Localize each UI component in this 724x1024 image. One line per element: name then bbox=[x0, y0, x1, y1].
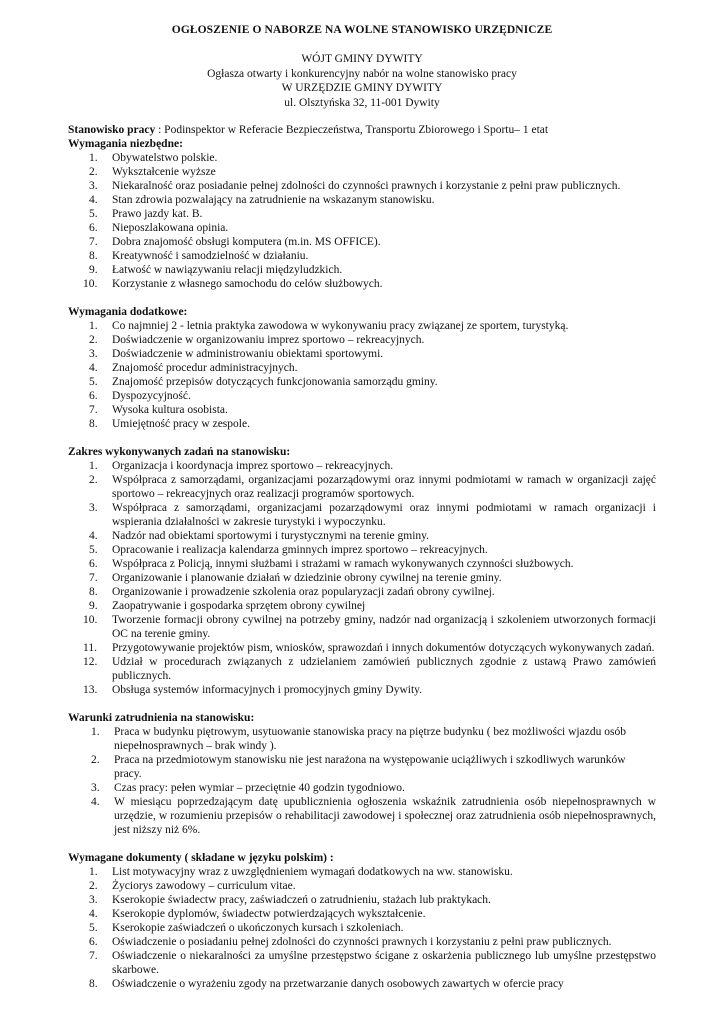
documents-heading: Wymagane dokumenty ( składane w języku polskim) : bbox=[68, 852, 334, 864]
list-item: 7. Organizowanie i planowanie działań w dziedzinie obrony cywilnej na terenie gminy. bbox=[89, 572, 502, 584]
additional-heading: Wymagania dodatkowe: bbox=[68, 306, 188, 318]
list-item: 1. Organizacja i koordynacja imprez sportowo – rekreacyjnych. bbox=[89, 460, 394, 472]
conditions-list bbox=[68, 725, 656, 837]
list-item: 2. Życiorys zawodowy – curriculum vitae. bbox=[89, 880, 296, 892]
list-item: 5. Opracowanie i realizacja kalendarza gminnych imprez sportowo – rekreacyjnych. bbox=[89, 544, 488, 556]
position-label: Stanowisko pracy bbox=[68, 124, 156, 136]
list-item: 6. Nieposzlakowana opinia. bbox=[89, 222, 229, 234]
list-item: 9. Łatwość w nawiązywaniu relacji międzyludzkich. bbox=[89, 264, 343, 276]
list-item: 3. Czas pracy: pełen wymiar – przeciętnie 40 godzin tygodniowo. bbox=[91, 782, 405, 794]
list-item: 1. Praca w budynku piętrowym, usytuowanie stanowiska pracy na piętrze budynku ( bez możliwości wjazdu osób niepełnosprawnych – brak windy ). bbox=[91, 726, 626, 752]
list-item: 6. Oświadczenie o posiadaniu pełnej zdolności do czynności prawnych i korzystaniu z pełni praw publicznych. bbox=[89, 936, 612, 948]
list-item: 2. Praca na przedmiotowym stanowisku nie jest narażona na występowanie uciążliwych i szkodliwych warunków pracy. bbox=[91, 754, 626, 780]
list-item: 8. Umiejętność pracy w zespole. bbox=[89, 418, 250, 430]
additional-list bbox=[68, 319, 656, 431]
list-item: 5. Prawo jazdy kat. B. bbox=[89, 208, 203, 220]
required-list bbox=[68, 151, 656, 291]
documents-list bbox=[68, 865, 656, 991]
list-item: 8. Kreatywność i samodzielność w działaniu. bbox=[89, 250, 309, 262]
issuer-line: WÓJT GMINY DYWITY bbox=[301, 53, 423, 65]
list-item: 3. Niekaralność oraz posiadanie pełnej zdolności do czynności prawnych i korzystanie z pełni praw publicznych. bbox=[89, 180, 621, 192]
position-value: : Podinspektor w Referacie Bezpieczeństwa, Transportu Zbiorowego i Sportu– 1 etat bbox=[155, 124, 549, 136]
list-item: 9. Zaopatrywanie i gospodarka sprzętem obrony cywilnej bbox=[89, 600, 366, 612]
list-item: 2. Współpraca z samorządami, organizacjami pozarządowymi oraz innymi podmiotami w ramach w organizacji zajęć sportowo – rekreacyjnych oraz realizacji programów sportowych. bbox=[89, 474, 656, 500]
position-line bbox=[68, 123, 656, 137]
list-item: 3. Kserokopie świadectw pracy, zaświadczeń o zatrudnieniu, stażach lub praktykach. bbox=[89, 894, 491, 906]
list-item: 10. Tworzenie formacji obrony cywilnej na potrzeby gminy, nadzór nad organizacją i szkoleniem utworzonych formacji OC na terenie gminy. bbox=[83, 614, 656, 640]
list-item: 3. Doświadczenie w administrowaniu obiektami sportowymi. bbox=[89, 348, 384, 360]
office-line: W URZĘDZIE GMINY DYWITY bbox=[281, 82, 443, 94]
list-item: 5. Kserokopie zaświadczeń o ukończonych kursach i szkoleniach. bbox=[89, 922, 404, 934]
list-item: 4. Kserokopie dyplomów, świadectw potwierdzających wykształcenie. bbox=[89, 908, 426, 920]
tasks-list bbox=[68, 459, 656, 697]
list-item: 7. Oświadczenie o niekaralności za umyślne przestępstwo ścigane z oskarżenia publicznego lub umyślne przestępstwo skarbowe. bbox=[89, 950, 656, 976]
document-body bbox=[68, 123, 656, 991]
list-item: 7. Dobra znajomość obsługi komputera (m.in. MS OFFICE). bbox=[89, 236, 381, 248]
list-item: 2. Doświadczenie w organizowaniu imprez sportowo – rekreacyjnych. bbox=[89, 334, 425, 346]
list-item: 1. Co najmniej 2 - letnia praktyka zawodowa w wykonywaniu pracy związanej ze sportem, turystyką. bbox=[89, 320, 569, 332]
list-item: 7. Wysoka kultura osobista. bbox=[89, 404, 228, 416]
announcement-line: Ogłasza otwarty i konkurencyjny nabór na wolne stanowisko pracy bbox=[207, 67, 517, 80]
conditions-heading: Warunki zatrudnienia na stanowisku: bbox=[68, 712, 255, 724]
list-item: 2. Wykształcenie wyższe bbox=[89, 166, 216, 178]
announcement-header bbox=[0, 52, 724, 110]
required-heading: Wymagania niezbędne: bbox=[68, 138, 183, 150]
list-item: 3. Współpraca z samorządami, organizacjami pozarządowymi oraz innymi podmiotami w ramach organizacji i wspierania działalności w zakresie turystyki i wypoczynku. bbox=[89, 502, 656, 528]
list-item: 12. Udział w procedurach związanych z udzielaniem zamówień publicznych zgodnie z ustawą Prawo zamówień publicznych. bbox=[83, 656, 656, 682]
list-item: 1. Obywatelstwo polskie. bbox=[89, 152, 218, 164]
list-item: 4. Stan zdrowia pozwalający na zatrudnienie na wskazanym stanowisku. bbox=[89, 194, 435, 206]
document-title: OGŁOSZENIE O NABORZE NA WOLNE STANOWISKO URZĘDNICZE bbox=[171, 24, 553, 36]
list-item: 8. Organizowanie i prowadzenie szkolenia oraz popularyzacji zadań obrony cywilnej. bbox=[89, 586, 495, 598]
list-item: 5. Znajomość przepisów dotyczących funkcjonowania samorządu gminy. bbox=[89, 376, 438, 388]
list-item: 8. Oświadczenie o wyrażeniu zgody na przetwarzanie danych osobowych zawartych w ofercie pracy bbox=[89, 978, 564, 990]
list-item: 4. Nadzór nad obiektami sportowymi i turystycznymi na terenie gminy. bbox=[89, 530, 430, 542]
list-item: 4. W miesiącu poprzedzającym datę upublicznienia ogłoszenia wskaźnik zatrudnienia osób niepełnosprawnych w urzędzie, w rozumieniu przepisów o rehabilitacji zawodowej i społecznej oraz zatrudnienia osób niepełnosprawnych, jest niższy niż 6%. bbox=[91, 796, 656, 836]
list-item: 11. Przygotowywanie projektów pism, wniosków, sprawozdań i innych dokumentów dotyczących wykonywanych zadań. bbox=[83, 642, 655, 654]
address-line: ul. Olsztyńska 32, 11-001 Dywity bbox=[284, 96, 440, 109]
tasks-heading: Zakres wykonywanych zadań na stanowisku: bbox=[68, 446, 291, 458]
list-item: 4. Znajomość procedur administracyjnych. bbox=[89, 362, 298, 374]
list-item: 13. Obsługa systemów informacyjnych i promocyjnych gminy Dywity. bbox=[83, 684, 423, 696]
list-item: 1. List motywacyjny wraz z uwzględnieniem wymagań dodatkowych na ww. stanowisku. bbox=[89, 866, 513, 878]
list-item: 6. Współpraca z Policją, innymi służbami i strażami w ramach wykonywanych czynności służbowych. bbox=[89, 558, 574, 570]
list-item: 6. Dyspozycyjność. bbox=[89, 390, 191, 402]
list-item: 10. Korzystanie z własnego samochodu do celów służbowych. bbox=[83, 278, 383, 290]
